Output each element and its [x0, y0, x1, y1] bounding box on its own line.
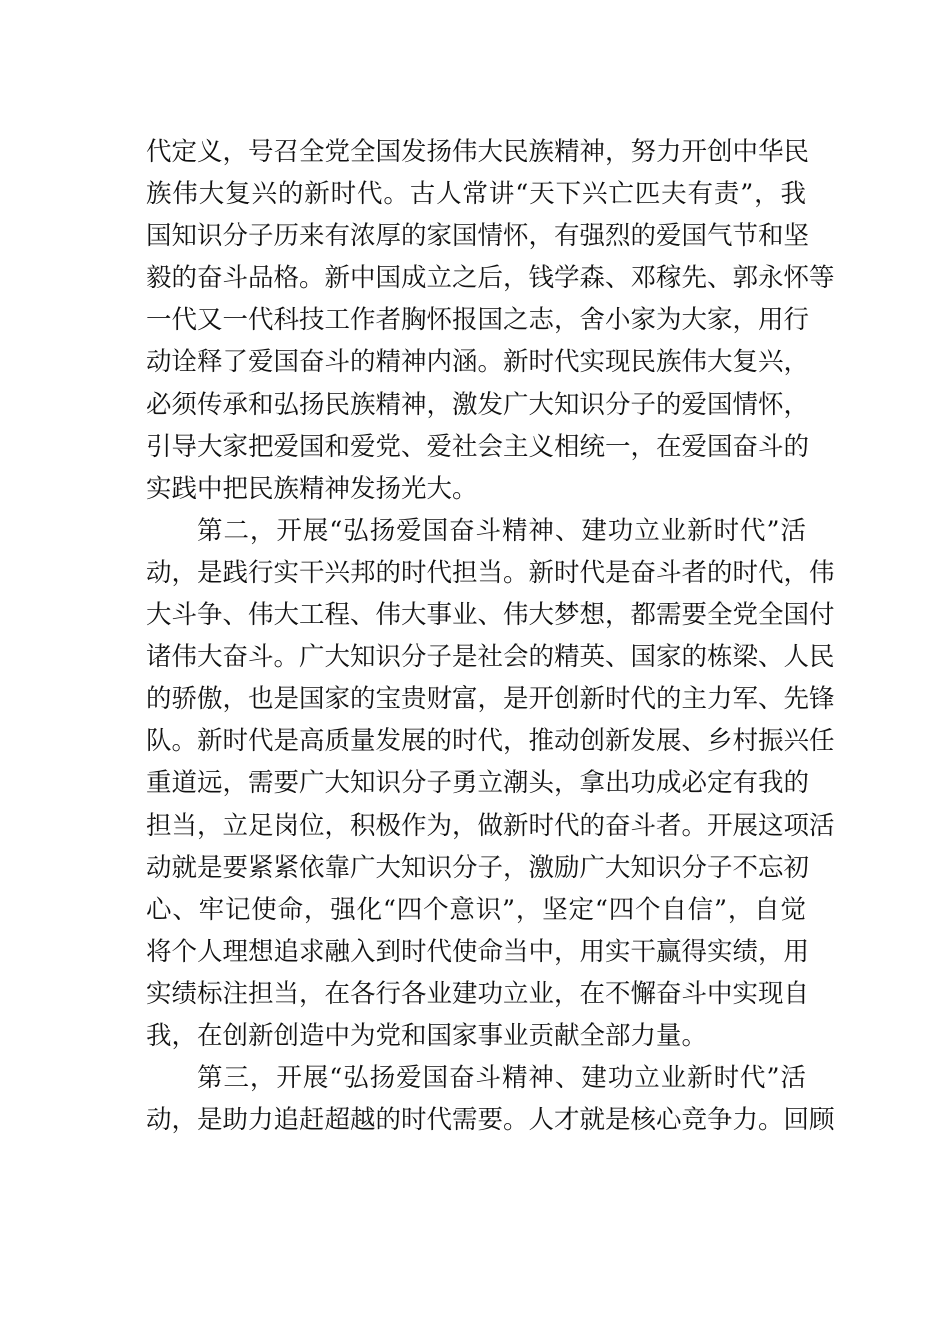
paragraph-line: 队。新时代是高质量发展的时代，推动创新发展、乡村振兴任: [146, 726, 835, 757]
paragraph-line: 将个人理想追求融入到时代使命当中，用实干赢得实绩，用: [146, 936, 810, 967]
paragraph-line: 一代又一代科技工作者胸怀报国之志，舍小家为大家，用行: [146, 305, 810, 336]
paragraph-line: 毅的奋斗品格。新中国成立之后，钱学森、邓稼先、郭永怀等: [146, 263, 835, 294]
paragraph-line: 动诠释了爱国奋斗的精神内涵。新时代实现民族伟大复兴，: [146, 347, 810, 378]
paragraph-line: 引导大家把爱国和爱党、爱社会主义相统一，在爱国奋斗的: [146, 431, 810, 462]
paragraph: [146, 1057, 835, 1141]
paragraph-line: 必须传承和弘扬民族精神，激发广大知识分子的爱国情怀，: [146, 389, 810, 420]
paragraph-line: 动就是要紧紧依靠广大知识分子，激励广大知识分子不忘初: [146, 852, 810, 883]
paragraph: [146, 131, 835, 510]
paragraph-line: 我，在创新创造中为党和国家事业贡献全部力量。: [146, 1020, 708, 1051]
paragraph-line: 代定义，号召全党全国发扬伟大民族精神，努力开创中华民: [146, 137, 810, 167]
paragraph-line: 第二，开展“弘扬爱国奋斗精神、建功立业新时代”活: [197, 515, 806, 546]
paragraph-line: 实践中把民族精神发扬光大。: [146, 473, 478, 504]
paragraph: [146, 510, 835, 1057]
paragraph-line: 心、牢记使命，强化“四个意识”，坚定“四个自信”，自觉: [146, 894, 806, 925]
paragraph-line: 担当，立足岗位，积极作为，做新时代的奋斗者。开展这项活: [146, 810, 835, 841]
paragraph-line: 诸伟大奋斗。广大知识分子是社会的精英、国家的栋梁、人民: [146, 642, 835, 673]
paragraph-line: 动，是助力追赶超越的时代需要。人才就是核心竞争力。回顾: [146, 1105, 835, 1136]
paragraph-line: 动，是践行实干兴邦的时代担当。新时代是奋斗者的时代，伟: [146, 557, 835, 588]
document-body: [146, 131, 835, 1141]
paragraph-line: 大斗争、伟大工程、伟大事业、伟大梦想，都需要全党全国付: [146, 600, 835, 631]
paragraph-line: 国知识分子历来有浓厚的家国情怀，有强烈的爱国气节和坚: [146, 221, 810, 252]
paragraph-line: 族伟大复兴的新时代。古人常讲“天下兴亡匹夫有责”，我: [146, 179, 806, 210]
paragraph-line: 实绩标注担当，在各行各业建功立业，在不懈奋斗中实现自: [146, 978, 810, 1009]
paragraph-line: 的骄傲，也是国家的宝贵财富，是开创新时代的主力军、先锋: [146, 684, 835, 715]
paragraph-line: 重道远，需要广大知识分子勇立潮头，拿出功成必定有我的: [146, 768, 810, 799]
paragraph-line: 第三，开展“弘扬爱国奋斗精神、建功立业新时代”活: [197, 1063, 806, 1094]
